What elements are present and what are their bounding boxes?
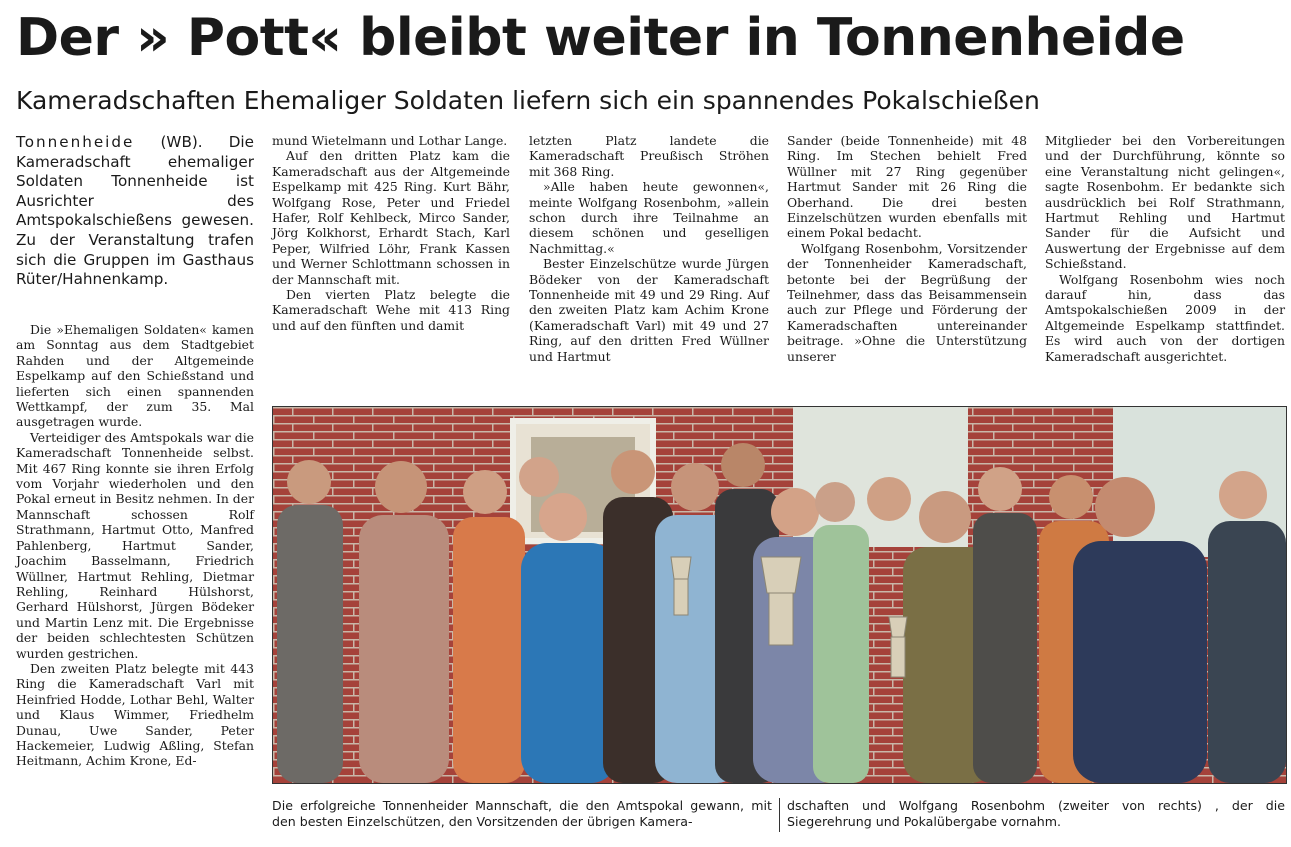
paragraph: Auf den dritten Platz kam die Kameradschaft aus der Altgemeinde Espelkamp mit 425 Ring. Kurt Bähr, Wolfgang Rose, Peter und Friedel Hafer, Rolf Kehlbeck, Mirco Sander, Jörg Kolkhorst, Erhardt Stach, Karl Peper, Wilfried Löhr, Frank Kassen und Werner Schlottmann schossen in der Mannschaft mit. [272,148,510,287]
paragraph: »Alle haben heute gewonnen«, meinte Wolfgang Rosenbohm, »allein schon durch ihre Teilnahme an diesem schönen und geselligen Nachmittag.« [529,179,769,256]
article-column-1 [16,322,254,769]
caption-divider [779,798,780,832]
photo-caption-right: dschaften und Wolfgang Rosenbohm (zweiter von rechts) , der die Siegerehrung und Pokalübergabe vornahm. [787,798,1285,830]
paragraph: Bester Einzelschütze wurde Jürgen Bödeker von der Kameradschaft Tonnenheide mit 49 und 29 Ring. Auf den zweiten Platz kam Achim Krone (Kameradschaft Varl) mit 49 und 27 Ring, auf den dritten Fred Wüllner und Hartmut [529,256,769,364]
paragraph: Verteidiger des Amtspokals war die Kameradschaft Tonnenheide selbst. Mit 467 Ring konnte sie ihren Erfolg vom Vorjahr wiederholen und den Pokal erneut in Besitz nehmen. In der Mannschaft schossen Rolf Strathmann, Hartmut Otto, Manfred Pahlenberg, Hartmut Sander, Joachim Basselmann, Friedrich Wüllner, Hartmut Rehling, Dietmar Rehling, Reinhard Hülshorst, Gerhard Hülshorst, Jürgen Bödeker und Martin Lenz mit. Die Ergebnisse der beiden schlechtesten Schützen wurden gestrichen. [16,429,254,661]
paragraph: Den vierten Platz belegte die Kameradschaft Wehe mit 413 Ring und auf den fünften und damit [272,287,510,333]
photo-caption-left: Die erfolgreiche Tonnenheider Mannschaft, die den Amtspokal gewann, mit den besten Einzelschützen, den Vorsitzenden der übrigen Kamera- [272,798,772,830]
lead-text: (WB). Die Kameradschaft ehemaliger Soldaten Tonnenheide ist Ausrichter des Amtspokalschießens gewesen. Zu der Veranstaltung trafen sich die Gruppen im Gasthaus Rüter/Hahnenkamp. [16,133,254,289]
paragraph: Die »Ehemaligen Soldaten« kamen am Sonntag aus dem Stadtgebiet Rahden und der Altgemeinde Espelkamp auf den Schießstand und lieferten sich einen spannenden Wettkampf, der zum 35. Mal ausgetragen wurde. [16,322,254,430]
team-photo [272,406,1287,784]
headline: Der » Pott« bleibt weiter in Tonnenheide [16,8,1185,68]
article-column-4 [787,133,1027,364]
article-column-3 [529,133,769,364]
paragraph: mund Wietelmann und Lothar Lange. [272,133,508,148]
paragraph: Wolfgang Rosenbohm, Vorsitzender der Tonnenheider Kameradschaft, betonte bei der Begrüßung der Teilnehmer, dass das Beisammensein auch zur Pflege und Förderung der Kameradschaften untereinander beitrage. »Ohne die Unterstützung unserer [787,240,1027,364]
lead-paragraph [16,133,254,290]
paragraph: Wolfgang Rosenbohm wies noch darauf hin, dass das Amtspokalschießen 2009 in der Altgemeinde Espelkamp stattfindet. Es wird auch von der dortigen Kameradschaft ausgerichtet. [1045,271,1285,364]
subheadline: Kameradschaften Ehemaliger Soldaten liefern sich ein spannendes Pokalschießen [16,86,1040,115]
paragraph: Den zweiten Platz belegte mit 443 Ring die Kameradschaft Varl mit Heinfried Hodde, Lothar Behl, Walter und Klaus Wimmer, Friedhelm Dunau, Uwe Sander, Peter Hackemeier, Ludwig Aßling, Stefan Heitmann, Achim Krone, Ed- [16,660,254,769]
dateline-city: Tonnenheide [16,133,135,151]
article-column-5 [1045,133,1285,364]
article-column-2 [272,133,510,333]
paragraph: Mitglieder bei den Vorbereitungen und der Durchführung, könnte so eine Veranstaltung nicht gelingen«, sagte Rosenbohm. Er bedankte sich ausdrücklich bei Rolf Strathmann, Hartmut Rehling und Hartmut Sander für die Aufsicht und Auswertung der Ergebnisse auf dem Schießstand. [1045,133,1285,272]
paragraph: Sander (beide Tonnenheide) mit 48 Ring. Im Stechen behielt Fred Wüllner mit 27 Ring gegenüber Hartmut Sander mit 26 Ring die Oberhand. Die drei besten Einzelschützen wurden ebenfalls mit einem Pokal bedacht. [787,133,1027,241]
paragraph: letzten Platz landete die Kameradschaft Preußisch Ströhen mit 368 Ring. [529,133,769,179]
